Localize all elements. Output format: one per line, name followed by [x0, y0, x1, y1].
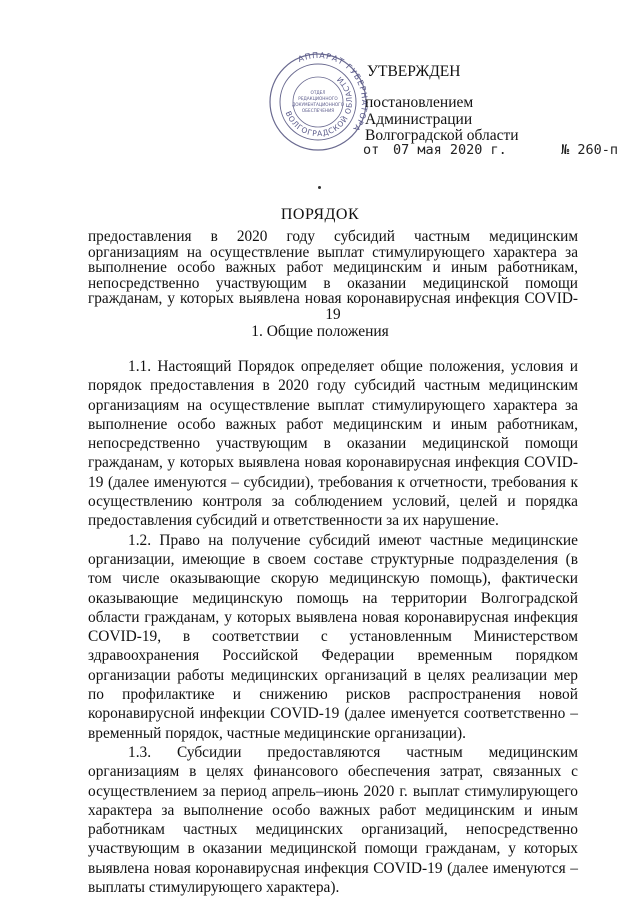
date-prefix: от — [363, 142, 380, 158]
section-heading: 1. Общие положения — [251, 323, 389, 340]
paragraph: 1.3. Субсидии предоставляются частным медицинским организациям в целях финансового обеспечения затрат, связанных с осуществлением за период апрель–июнь 2020 г. выплат стимулирующего характера за выполнение особо важных работ медицинским и иным работникам частных медицинских организаций, непосредственно участвующим в оказании медицинской помощи гражданам, у которых выявлена новая коронавирусная инфекция COVID-19 (далее именуются – выплаты стимулирующего характера). — [88, 743, 578, 897]
document-number: № 260-п — [561, 142, 618, 158]
stamp-ring-text: ВОЛГОГРАДСКОЙ ОБЛАСТИ — [283, 74, 355, 139]
approval-heading: УТВЕРЖДЕН — [367, 63, 461, 80]
stamp-center-line: РЕДАКЦИОННОГО — [298, 96, 338, 101]
approval-line: постановлением — [365, 94, 474, 111]
stamp-center-line: ОБЕСПЕЧЕНИЯ — [301, 108, 335, 113]
document-body — [88, 357, 578, 897]
stamp-center-line: ОТДЕЛ — [310, 90, 326, 95]
stamp-center-line: ДОКУМЕНТАЦИОННОГО — [291, 102, 345, 107]
approval-date: 07 мая 2020 г. — [393, 142, 507, 158]
svg-text:АППАРАТ ГУБЕРНАТОРА — [297, 52, 368, 133]
approval-line: Волгоградской области — [365, 127, 519, 144]
stamp-outer-text: АППАРАТ ГУБЕР ТОРА — [296, 52, 368, 134]
paragraph: 1.1. Настоящий Порядок определяет общие положения, условия и порядок предоставления в 2020 году субсидий частным медицинским организациям на осуществление выплат стимулирующего характера за выполнение особо важных работ медицинским и иным работникам, непосредственно участвующим в оказании медицинской помощи гражданам, у которых выявлена новая коронавирусная инфекция COVID-19 (далее именуются – субсидии), требования к отчетности, требования к осуществлению контроля за соблюдением условий, целей и порядка предоставления субсидий и ответственности за их нарушение. — [88, 358, 578, 530]
approval-line: Администрации — [365, 111, 473, 128]
paragraph: 1.2. Право на получение субсидий имеют частные медицинские организации, имеющие в своем составе структурные подразделения (в том числе оказывающие скорую медицинскую помощь), фактически оказывающие медицинскую помощь на территории Волгоградской области гражданам, у которых выявлена новая коронавирусная инфекция COVID-19, в соответствии с установленным Министерством здравоохранения Российской Федерации временным порядком организации работы медицинских организаций в целях реализации мер по профилактике и снижению рисков распространения новой коронавирусной инфекции COVID-19 (далее именуется соответственно – временный порядок, частные медицинские организации). — [88, 531, 578, 742]
document-title: ПОРЯДОК — [280, 206, 360, 223]
document-subtitle: предоставления в 2020 году субсидий частным медицинским организациям на осуществление выплат стимулирующего характера за выполнение особо важных работ медицинским и иным работникам, непосредственно участвующим в оказании медицинской помощи гражданам, у которых выявлена новая коронавирусная инфекция COVID-19 — [88, 228, 578, 323]
official-stamp — [268, 52, 368, 152]
scan-dot — [318, 186, 321, 189]
